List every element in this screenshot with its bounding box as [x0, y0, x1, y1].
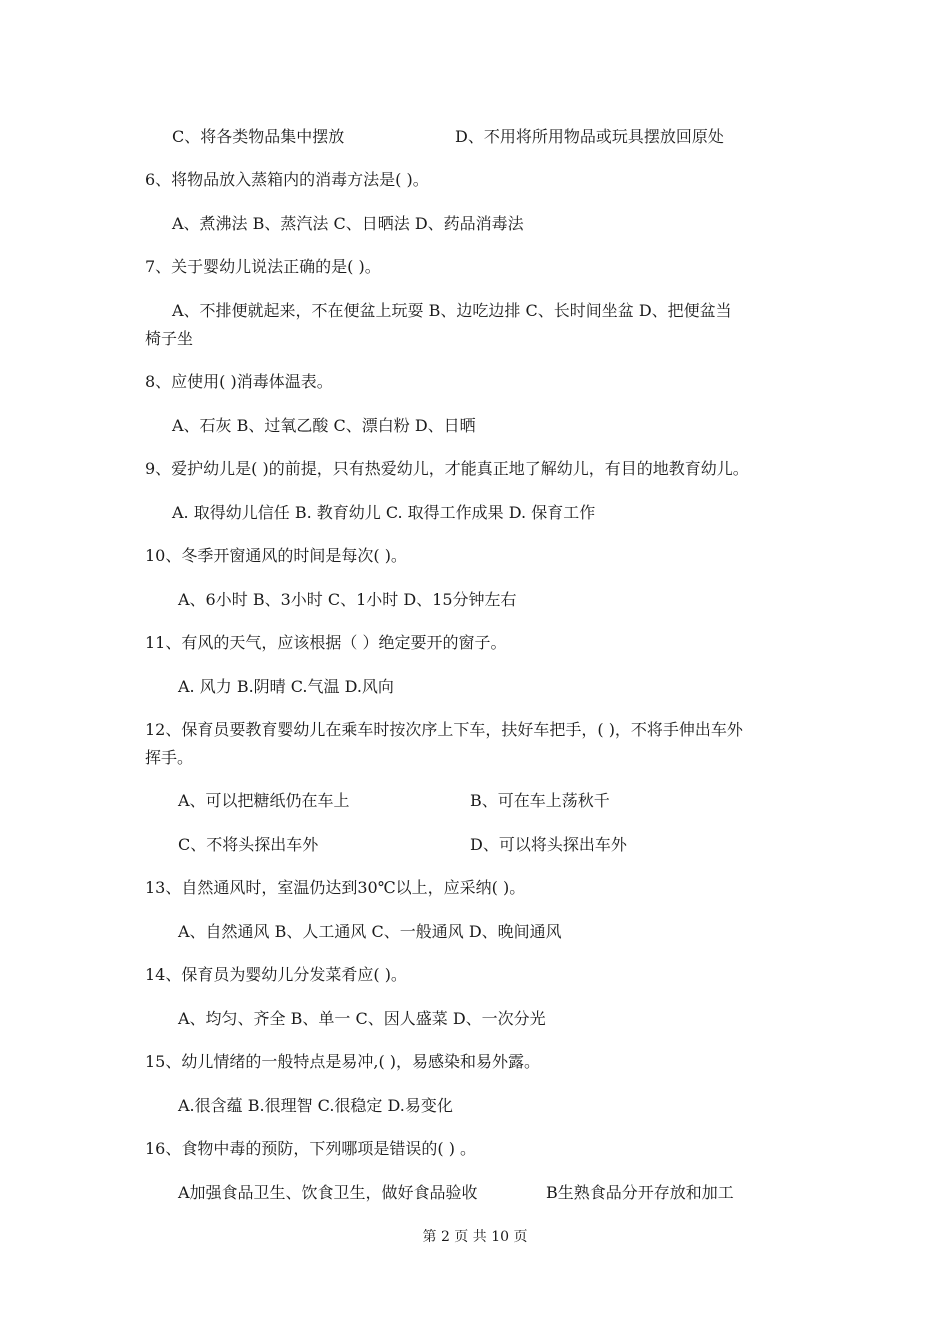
q10-options: A、6小时 B、3小时 C、1小时 D、15分钟左右 [178, 590, 517, 609]
q6-stem: 6、将物品放入蒸箱内的消毒方法是( )。 [145, 170, 429, 189]
q9-stem: 9、爱护幼儿是( )的前提，只有热爱幼儿，才能真正地了解幼儿，有目的地教育幼儿。 [145, 459, 749, 478]
q13-options: A、自然通风 B、人工通风 C、一般通风 D、晚间通风 [178, 922, 562, 941]
q9-options: A. 取得幼儿信任 B. 教育幼儿 C. 取得工作成果 D. 保育工作 [172, 503, 596, 522]
q16-stem: 16、食物中毒的预防，下列哪项是错误的( ) 。 [145, 1139, 477, 1158]
q12-option-a: A、可以把糖纸仍在车上 [178, 791, 350, 810]
q13-stem: 13、自然通风时，室温仍达到30℃以上，应采纳( )。 [145, 878, 526, 897]
q14-stem: 14、保育员为婴幼儿分发菜肴应( )。 [145, 965, 407, 984]
q11-stem: 11、有风的天气，应该根据（ ）绝定要开的窗子。 [145, 633, 507, 652]
q7-options-line1: A、不排便就起来，不在便盆上玩耍 B、边吃边排 C、长时间坐盆 D、把便盆当 [172, 301, 732, 320]
q7-stem: 7、关于婴幼儿说法正确的是( )。 [145, 257, 381, 276]
page-footer: 第 2 页 共 10 页 [422, 1229, 528, 1245]
q15-options: A.很含蕴 B.很理智 C.很稳定 D.易变化 [178, 1096, 453, 1115]
q12-option-b: B、可在车上荡秋千 [470, 791, 610, 810]
q15-stem: 15、幼儿情绪的一般特点是易冲,( )，易感染和易外露。 [145, 1052, 541, 1071]
q5-option-d: D、不用将所用物品或玩具摆放回原处 [455, 127, 724, 146]
q11-options: A. 风力 B.阴晴 C.气温 D.风向 [178, 677, 394, 696]
q7-options-line2: 椅子坐 [145, 329, 194, 348]
q8-stem: 8、应使用( )消毒体温表。 [145, 372, 333, 391]
q5-option-c: C、将各类物品集中摆放 [172, 127, 345, 146]
q12-stem-line1: 12、保育员要教育婴幼儿在乘车时按次序上下车，扶好车把手，( )，不将手伸出车外 [145, 720, 743, 739]
q6-options: A、煮沸法 B、蒸汽法 C、日晒法 D、药品消毒法 [172, 214, 524, 233]
q16-option-b: B生熟食品分开存放和加工 [546, 1183, 734, 1202]
q16-option-a: A加强食品卫生、饮食卫生，做好食品验收 [178, 1183, 478, 1202]
q12-option-c: C、不将头探出车外 [178, 835, 319, 854]
q10-stem: 10、冬季开窗通风的时间是每次( )。 [145, 546, 407, 565]
q14-options: A、均匀、齐全 B、单一 C、因人盛菜 D、一次分光 [178, 1009, 546, 1028]
q12-option-d: D、可以将头探出车外 [470, 835, 627, 854]
q8-options: A、石灰 B、过氧乙酸 C、漂白粉 D、日晒 [172, 416, 476, 435]
q12-stem-line2: 挥手。 [145, 748, 194, 767]
